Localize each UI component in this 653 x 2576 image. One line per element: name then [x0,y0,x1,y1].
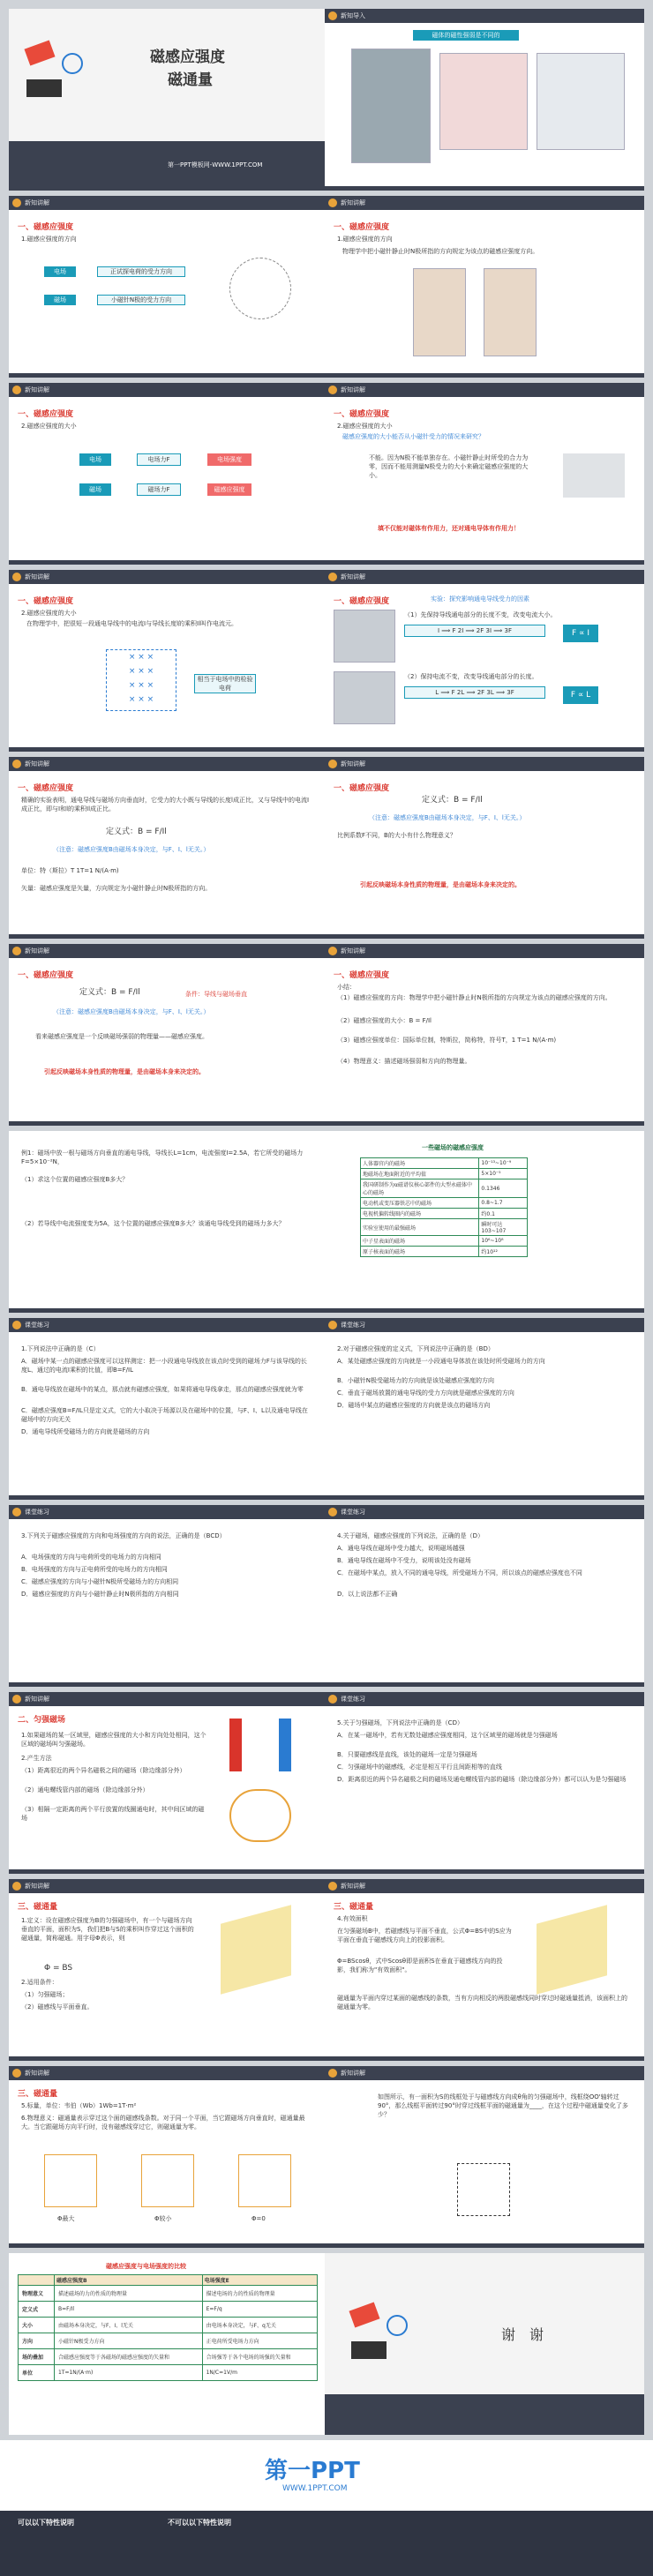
table-cell: 场的叠加 [19,2349,55,2365]
table-row [19,2286,318,2302]
practice-question: 3.下列关于磁感应强度的方向和电场强度的方向的说法，正确的是（BCD） [21,1532,226,1539]
current-element-text: 在物理学中，把很短一段通电导线中的电流I与导线长度l的乘积Il叫作电流元。 [26,620,238,627]
definition-formula: 定义式：B = F/Il [106,827,167,836]
slide-current-element: 新知讲解 一、磁感应强度 2.磁感应强度的大小 在物理学中，把很短一段通电导线中的电流I与导线长度l的乘积Il叫作电流元。 × × × × × × × × × × × × 相当于电场中的检验电荷 [9,570,328,752]
option-c: C．垂直于磁场放置的通电导线的受力方向就是磁感应强度的方向 [337,1389,514,1397]
summary-4: （4）物理意义：描述磁场强弱和方向的物理量。 [337,1058,471,1065]
magnetic-force-box: 磁场力F [137,483,181,496]
slide-practice-2: 课堂练习 2.对于磁感应强度的定义式，下列说法中正确的是（BD） A．某处磁感应强度的方向就是一小段通电导体放在该处时所受磁场力的方向 B．小磁针N极受磁场力的方向就是该处磁感应强度的方向 C．垂直于磁场放置的通电导线的受力方向就是磁感应强度的方向 D．磁场中某点的磁感应强度的方向就是该点的磁场方向 [325,1318,644,1500]
definition-formula: 定义式：B = F/Il [422,796,483,805]
slide-definition-2: 新知讲解 一、磁感应强度 定义式：B = F/Il （注意：磁感应强度B由磁场本身决定，与F、I、l无关。） 比例系数F不同，B的大小有什么物理意义？ 引起反映磁场本身性质的物理量，是由磁场本身来决定的。 [325,757,644,939]
electric-strength-box: 电场强度 [207,453,251,466]
conclusion: 填不仅能对磁体有作用力，还对通电导体有作用力！ [378,525,520,532]
option-b: B．通电导线在磁场中不受力，说明该处没有磁场 [337,1557,471,1564]
header-cell [19,2275,55,2286]
slide-practice-4: 课堂练习 4.关于磁场，磁感应强度的下列说法，正确的是（D） A．通电导线在磁场中受力越大，说明磁场越强 B．通电导线在磁场中不受力，说明该处没有磁场 C．在磁场中某点，放入不同的通电导线，所受磁场力不同，所以该点的磁感应强度也不同 D．以上说法都不正确 [325,1505,644,1687]
table-cell: 单位 [19,2365,55,2381]
section-heading: 一、磁感应强度 [334,971,390,980]
slide-magnitude-1: 新知讲解 一、磁感应强度 2.磁感应强度的大小 电场 电场力F 电场强度 磁场 磁场力F 磁感应强度 [9,383,328,565]
slide-uniform-field: 新知讲解 二、匀强磁场 1.如果磁场的某一区域里，磁感应强度的大小和方向处处相同，这个区域的磁场叫匀强磁场。 2.产生方法 （1）距离很近的两个异名磁极之间的磁场（除边缘部分外） （2）通电螺线管内部的磁场（除边缘部分外） （3）相隔一定距离的两个平行放置的线圈通电时，其中间区域的磁场 [9,1692,328,1874]
slide-summary: 新知讲解 一、磁感应强度 小结： （1）磁感应强度的方向：物理学中把小磁针静止时N极所指的方向规定为该点的磁感应强度的方向。 （2）磁感应强度的大小：B = F/Il （3）磁感应强度单位：国际单位制，特斯拉，简称特，符号T，1 T=1 N/(A·m) （4）物理意义：描述磁场强弱和方向的物理量。 [325,944,644,1126]
table-cell: 描述磁场的力的性质的物理量 [54,2286,202,2302]
comparison-table [18,2274,318,2381]
option-a: A．通电导线在磁场中受力越大，说明磁场越强 [337,1545,465,1552]
subheading: 1.磁感应强度的方向 [21,236,77,243]
flux-formula: Φ = BS [44,1964,73,1973]
method-1: （1）距离很近的两个异名磁极之间的磁场（除边缘部分外） [21,1767,186,1774]
slide-flux-units: 新知讲解 三、磁通量 5.标量，单位：韦伯（Wb）1Wb=1T·m² 6.物理意义：磁通量表示穿过这个面的磁感线条数。对于同一个平面，当它跟磁场方向垂直时，磁通量最大。当它跟磁场方向平行时，没有磁感线穿过它，则磁通量为零。 Φ最大 Φ较小 Φ=0 [9,2066,328,2248]
field-values-table [360,1157,528,1257]
table-cell: 正电荷所受电场力方向 [202,2333,317,2349]
option-a: A．在某一磁场中，若有无数处磁感应强度相同，这个区域里的磁场就是匀强磁场 [337,1732,558,1739]
option-d: D．以上说法都不正确 [337,1591,398,1598]
table-cell: 1T=1N/(A·m) [54,2365,202,2381]
solenoid-diagram [229,1789,291,1842]
analogy-label: 相当于电场中的检验电荷 [194,674,256,693]
section-heading: 一、磁感应强度 [18,784,74,793]
unit-line: 5.标量，单位：韦伯（Wb）1Wb=1T·m² [21,2102,137,2109]
summary-2: （2）磁感应强度的大小：B = F/Il [337,1017,432,1024]
flux-example-text: 如图所示，有一面积为S的线框处于与磁感线方向成θ角的匀强磁场中，线框绕OO'轴转过90°，那么线框平面转过90°时穿过线框平面的磁通量为____，在这个过程中磁通量变化了多少？ [378,2093,628,2118]
experiment-photo-1 [334,610,395,663]
option-b: B．只要磁感线是直线，该处的磁场一定是匀强磁场 [337,1751,477,1758]
summary-text: 看来磁感应强度是一个反映磁场强弱的物理量——磁感应强度。 [35,1033,208,1040]
flux-definition: 1.定义：设在磁感应强度为B的匀强磁场中，有一个与磁场方向垂直的平面，面积为S，我们把B与S的乘积叫作穿过这个面积的磁通量，简称磁通。用字母Φ表示，则 [21,1917,194,1942]
table-header-row [19,2275,318,2286]
header-cell: 电场强度E [202,2275,317,2286]
option-b: B．通电导线放在磁场中的某点，那点就有磁感应强度，如果将通电导线拿走，那点的磁感应强度就为零 [21,1386,304,1393]
table-row [361,1236,528,1247]
intro-headline: 磁体的磁性强弱是不同的 [413,30,519,41]
effective-area-text: 在匀强磁场B中，若磁感线与平面不垂直，公式Φ=BS中的S应为平面在垂直于磁感线方向上的投影面积。 [337,1928,512,1943]
field-lines-photo-1 [413,268,466,356]
field-value-cell: 0.8~1.7 [479,1198,528,1209]
rotating-frame-diagram [457,2163,510,2216]
conclusion: 引起反映磁场本身性质的物理量，是由磁场本身来决定的。 [360,881,521,888]
section-heading: 一、磁感应强度 [334,597,390,606]
option-d: D．通电导线所受磁场力的方向就是磁场的方向 [21,1428,150,1435]
option-b: B．电场强度的方向与正电荷所受的电场力的方向相同 [21,1566,168,1573]
slide-direction-2: 新知讲解 一、磁感应强度 1.磁感应强度的方向 物理学中把小磁针静止时N极所指的方向规定为该点的磁感应强度方向。 [325,196,644,378]
slide-magnitude-2: 新知讲解 一、磁感应强度 2.磁感应强度的大小 磁感应强度的大小能否从小磁针受力的情况来研究？ 不能。因为N极不能单独存在。小磁针静止时所受的合力为零，因而不能用测量N极受力的大小来确定磁感应强度的大小。 填不仅能对磁体有作用力，还对通电导体有作用力！ [325,383,644,565]
table-row [361,1209,528,1219]
section-heading: 一、磁感应强度 [18,410,74,419]
table-title: 一些磁场的磁感应强度 [422,1144,484,1151]
field-name-cell: 中子星表面的磁场 [361,1236,479,1247]
option-c: C．在磁场中某点，放入不同的通电导线，所受磁场力不同，所以该点的磁感应强度也不同 [337,1569,582,1576]
field-value-cell: 约10¹² [479,1247,528,1257]
slide-example [9,1131,328,1313]
atom-icon [62,53,83,74]
slide-direction-1: 新知讲解 一、磁感应强度 1.磁感应强度的方向 电场 正试探电荷的受力方向 磁场 小磁针N极的受力方向 [9,196,328,378]
slide-flux-definition: 新知讲解 三、磁通量 1.定义：设在磁感应强度为B的匀强磁场中，有一个与磁场方向垂直的平面，面积为S，我们把B与S的乘积叫作穿过这个面积的磁通量，简称磁通。用字母Φ表示，则 Φ = BS 2.适用条件： （1）匀强磁场； （2）磁感线与平面垂直。 [9,1879,328,2061]
subheading: 2.磁感应强度的大小 [337,423,393,430]
ad-footer [0,2440,653,2576]
uniform-definition: 1.如果磁场的某一区域里，磁感应强度的大小和方向处处相同，这个区域的磁场叫匀强磁场。 [21,1732,206,1748]
section-heading: 三、磁通量 [18,2090,58,2099]
subheading: 2.磁感应强度的大小 [21,423,77,430]
vector-line: 矢量：磁感应强度是矢量，方向规定为小磁针静止时N极所指的方向。 [21,885,212,892]
slide-definition: 新知讲解 一、磁感应强度 精确的实验表明，通电导线与磁场方向垂直时，它受力的大小既与导线的长度l成正比，又与导线中的电流I成正比，即与I和l的乘积Il成正比。 定义式：B = F/Il （注意：磁感应强度B由磁场本身决定，与F、I、l无关。） 单位：特（斯拉）T 1T=1 N/(A·m) 矢量：磁感应强度是矢量，方向规定为小磁针静止时N极所指的方向。 [9,757,328,939]
ad-col-2: 不可以以下特性说明 [168,2519,231,2527]
table-cell: 小磁针N极受力方向 [54,2333,202,2349]
section-heading: 一、磁感应强度 [18,971,74,980]
result-2: L ⟹ F 2L ⟹ 2F 3L ⟹ 3F [404,686,545,699]
table-row [19,2365,318,2381]
table-cell: 合场强等于各个电场的场强的矢量和 [202,2349,317,2365]
caption-zero: Φ=0 [251,2215,266,2222]
option-c: C．磁感应强度B=F/IL只是定义式，它的大小取决于场源以及在磁场中的位置，与F、I、L以及通电导线在磁场中的方向无关 [21,1407,308,1423]
table-cell: 定义式 [19,2302,55,2318]
electric-direction-box: 正试探电荷的受力方向 [97,266,185,277]
horseshoe-magnet-photo [439,53,528,150]
section-heading: 一、磁感应强度 [334,223,390,232]
method-2: （2）通电螺线管内部的磁场（除边缘部分外） [21,1786,149,1793]
thanks-text: 谢 谢 [501,2326,544,2343]
table-row [361,1198,528,1209]
method-3: （3）相隔一定距离的两个平行放置的线圈通电时，其中间区域的磁场 [21,1806,205,1822]
slide-field-values [325,1131,644,1313]
atom-icon [387,2315,408,2336]
table-row [19,2349,318,2365]
flux-max-diagram [44,2154,97,2207]
subheading: 2.磁感应强度的大小 [21,610,77,617]
electric-force-box: 电场力F [137,453,181,466]
practice-question: 4.关于磁场，磁感应强度的下列说法，正确的是（D） [337,1532,484,1539]
proportional-2: F ∝ L [563,686,598,704]
slide-practice-5: 课堂练习 5.关于匀强磁场，下列说法中正确的是（CD） A．在某一磁场中，若有无数处磁感应强度相同，这个区域里的磁场就是匀强磁场 B．只要磁感线是直线，该处的磁场一定是匀强磁场 C．匀强磁场中的磁感线，必定是相互平行且间距相等的直线 D．距离很近的两个异名磁极之间的磁场及通电螺线管内部的磁场（除边缘部分外）都可以认为是匀强磁场 [325,1692,644,1874]
slide-comparison [9,2253,328,2435]
option-b: B．小磁针N极受磁场力的方向就是该处磁感应强度的方向 [337,1377,495,1384]
condition-label: 2.适用条件： [21,1979,58,1986]
section-heading: 三、磁通量 [18,1903,58,1912]
cover-site: 第一PPT模板网-WWW.1PPT.COM [168,161,263,168]
slide-definition-3: 新知讲解 一、磁感应强度 定义式：B = F/Il 条件：导线与磁场垂直 （注意：磁感应强度B由磁场本身决定，与F、I、l无关。） 看来磁感应强度是一个反映磁场强弱的物理量——磁感应强度。 引起反映磁场本身性质的物理量，是由磁场本身来决定的。 [9,944,328,1126]
practice-question: 2.对于磁感应强度的定义式，下列说法中正确的是（BD） [337,1345,494,1352]
effective-area-label: 4.有效面积 [337,1915,368,1922]
direction-definition: 物理学中把小磁针静止时N极所指的方向规定为该点的磁感应强度方向。 [342,248,539,255]
table-row [361,1219,528,1236]
slide-practice-1: 课堂练习 1.下列说法中正确的是（C） A．磁场中某一点的磁感应强度可以这样测定：把一小段通电导线放在该点时受到的磁场力F与该导线的长度L、通过的电流I乘积的比值，即B=F/IL B．通电导线放在磁场中的某点，那点就有磁感应强度，如果将通电导线拿走，那点的磁感应强度就为零 C．磁感应强度B=F/IL只是定义式，它的大小取决于场源以及在磁场中的位置，与F、I、L以及通电导线在磁场中的方向无关 D．通电导线所受磁场力的方向就是磁场的方向 [9,1318,328,1500]
table-row [361,1158,528,1169]
definition-formula: 定义式：B = F/Il [79,988,140,997]
field-value-cell: 瞬时可达103~107 [479,1219,528,1236]
option-d: D．磁场中某点的磁感应强度的方向就是该点的磁场方向 [337,1402,491,1409]
field-value-cell: 0.1346 [479,1179,528,1198]
table-cell: 由电场本身决定，与F、q无关 [202,2318,317,2333]
table-cell: 由磁场本身决定，与F、I、l无关 [54,2318,202,2333]
field-name-cell: 人体器官内的磁场 [361,1158,479,1169]
table-cell: 物理意义 [19,2286,55,2302]
plane-diagram [221,1905,291,1994]
option-a: A．某处磁感应强度的方向就是一小段通电导体放在该处时所受磁场力的方向 [337,1358,545,1365]
condition: 条件：导线与磁场垂直 [185,991,247,998]
book-icon [351,2341,387,2359]
practice-question: 1.下列说法中正确的是（C） [21,1345,100,1352]
tilted-plane-diagram [537,1905,607,1994]
field-value-cell: 10⁻¹³~10⁻⁹ [479,1158,528,1169]
field-name-cell: 电视机偏转线圈内的磁场 [361,1209,479,1219]
brand-url: WWW.1PPT.COM [282,2484,348,2493]
option-a: A．电场强度的方向与电荷所受的电场力的方向相同 [21,1554,161,1561]
slide-experiment: 新知讲解 一、磁感应强度 实验：探究影响通电导线受力的因素 （1）先保持导线通电部分的长度不变，改变电流大小。 I ⟹ F 2I ⟹ 2F 3I ⟹ 3F F ∝ I （2）保持电流不变，改变导线通电部分的长度。 L ⟹ F 2L ⟹ 2F 3L ⟹ 3F F ∝ L [325,570,644,752]
definition-note: （注意：磁感应强度B由磁场本身决定，与F、I、l无关。） [369,814,526,821]
section-heading: 一、磁感应强度 [334,410,390,419]
field-name-cell: 原子核表面的磁场 [361,1247,479,1257]
section-heading: 一、磁感应强度 [18,223,74,232]
table-cell: 大小 [19,2318,55,2333]
question: 磁感应强度的大小能否从小磁针受力的情况来研究？ [342,433,484,440]
header-cell: 磁感应强度B [54,2275,202,2286]
table-row [361,1247,528,1257]
slide-flux-example: 新知讲解 如图所示，有一面积为S的线框处于与磁感线方向成θ角的匀强磁场中，线框绕OO'轴转过90°，那么线框平面转过90°时穿过线框平面的磁通量为____，在这个过程中磁通量变化了多少？ [325,2066,644,2248]
magnetic-field-box: 磁场 [79,483,111,496]
question: 比例系数F不同，B的大小有什么物理意义？ [337,832,456,839]
experiment-photo-2 [334,671,395,724]
table-row [19,2333,318,2349]
table-row [361,1169,528,1179]
electric-field-box: 电场 [79,453,111,466]
result-1: I ⟹ F 2I ⟹ 2F 3I ⟹ 3F [404,625,545,637]
summary-3: （3）磁感应强度单位：国际单位制，特斯拉，简称特，符号T，1 T=1 N/(A·m) [337,1037,557,1044]
effective-area-formula: Φ=BScosθ，式中Scosθ即是面积S在垂直于磁感线方向的投影，我们称为"有效面积"。 [337,1958,503,1973]
field-cross-diagram: × × × × × × × × × × × × [106,649,176,711]
section-heading: 二、匀强磁场 [18,1716,66,1725]
condition-2: （2）磁感线与平面垂直。 [21,2003,94,2011]
option-d: D．磁感应强度的方向与小磁针静止时N极所指的方向相同 [21,1591,179,1598]
cover-subtitle: 磁通量 [168,71,213,89]
summary-label: 小结： [337,984,356,991]
experiment-step-2: （2）保持电流不变，改变导线通电部分的长度。 [404,673,538,680]
field-name-cell: 我国研制作为α磁谱仪核心部件的大型永磁体中心的磁场 [361,1179,479,1198]
table-cell: 方向 [19,2333,55,2349]
flux-cancel-note: 磁通量为平面内穿过某面的磁感线的条数，当有方向相反的两股磁感线同时穿过时磁通量抵消，该面积上的磁通量为零。 [337,1995,627,2011]
book-icon [26,79,62,97]
table-cell: 1N/C=1V/m [202,2365,317,2381]
field-name-cell: 电动机或变压器铁芯中的磁场 [361,1198,479,1209]
example-question: 例1：磁场中放一根与磁场方向垂直的通电导线，导线长L=1cm，电流强度I=2.5A，若它所受的磁场力F=5×10⁻²N， [21,1149,304,1165]
definition-note: （注意：磁感应强度B由磁场本身决定，与F、I、l无关。） [53,846,210,853]
option-d: D．距离很近的两个异名磁极之间的磁场及通电螺线管内部的磁场（除边缘部分外）都可以认为是匀强磁场 [337,1776,627,1783]
summary-1: （1）磁感应强度的方向：物理学中把小磁针静止时N极所指的方向规定为该点的磁感应强度的方向。 [337,994,612,1001]
methods-label: 2.产生方法 [21,1755,52,1762]
example-part-1: （1）求这个位置的磁感应强度B多大？ [21,1176,129,1183]
conclusion: 引起反映磁场本身性质的物理量，是由磁场本身来决定的。 [44,1068,205,1075]
field-value-cell: 5×10⁻⁵ [479,1169,528,1179]
section-heading: 一、磁感应强度 [18,597,74,606]
subheading: 1.磁感应强度的方向 [337,236,393,243]
slide-practice-3: 课堂练习 3.下列关于磁感应强度的方向和电场强度的方向的说法，正确的是（BCD） A．电场强度的方向与电荷所受的电场力的方向相同 B．电场强度的方向与正电荷所受的电场力的方向相同 C．磁感应强度的方向与小磁针N极所受磁场力的方向相同 D．磁感应强度的方向与小磁针静止时N极所指的方向相同 [9,1505,328,1687]
condition-1: （1）匀强磁场； [21,1991,69,1998]
unit-line: 单位：特（斯拉）T 1T=1 N/(A·m) [21,867,119,874]
compass-needle-image [563,453,625,498]
small-magnet-photo [537,53,625,150]
caption-max: Φ最大 [57,2215,75,2222]
bar-label: 新知导入 [341,12,365,19]
field-name-cell: 地磁场在地面附近的平均值 [361,1169,479,1179]
table-title: 磁感应强度与电场强度的比较 [106,2263,186,2270]
experiment-step-1: （1）先保持导线通电部分的长度不变，改变电流大小。 [404,611,557,618]
table-cell: 描述电场的力的性质的物理量 [202,2286,317,2302]
flux-zero-diagram [238,2154,291,2207]
electric-field-box: 电场 [44,266,76,277]
field-lines-photo-2 [484,268,537,356]
ad-col-1: 可以以下特性说明 [18,2519,74,2527]
experiment-title: 实验：探究影响通电导线受力的因素 [431,595,529,603]
field-value-cell: 10⁶~10⁸ [479,1236,528,1247]
example-part-2: （2）若导线中电流强度变为5A，这个位置的磁感应强度B多大？该通电导线受到的磁场力多大？ [21,1220,285,1227]
table-row [19,2318,318,2333]
option-a: A．磁场中某一点的磁感应强度可以这样测定：把一小段通电导线放在该点时受到的磁场力F与该导线的长度L、通过的电流I乘积的比值，即B=F/IL [21,1358,307,1374]
compass-ring-diagram [229,258,291,319]
option-c: C．匀强磁场中的磁感线，必定是相互平行且间距相等的直线 [337,1764,502,1771]
table-cell: 合磁感应强度等于各磁场的磁感应强度的矢量和 [54,2349,202,2365]
table-cell: E=F/q [202,2302,317,2318]
field-name-cell: 实验室使用的最强磁场 [361,1219,479,1236]
magnetic-direction-box: 小磁针N极的受力方向 [97,295,185,305]
experiment-conclusion: 精确的实验表明，通电导线与磁场方向垂直时，它受力的大小既与导线的长度l成正比，又与导线中的电流I成正比，即与I和l的乘积Il成正比。 [21,797,310,812]
slide-effective-area: 新知讲解 三、磁通量 4.有效面积 在匀强磁场B中，若磁感线与平面不垂直，公式Φ=BS中的S应为平面在垂直于磁感线方向上的投影面积。 Φ=BScosθ，式中Scosθ即是面积S在垂直于磁感线方向的投影，我们称为"有效面积"。 磁通量为平面内穿过某面的磁感线的条数，当有方向相反的两股磁感线同时穿过时磁通量抵消，该面积上的磁通量为零。 [325,1879,644,2061]
crane-magnet-photo [351,49,431,163]
practice-question: 5.关于匀强磁场，下列说法中正确的是（CD） [337,1719,463,1726]
magnetic-field-box: 磁场 [44,295,76,305]
answer: 不能。因为N极不能单独存在。小磁针静止时所受的合力为零，因而不能用测量N极受力的大小来确定磁感应强度的大小。 [369,454,529,479]
table-row [19,2302,318,2318]
table-cell: B=F/Il [54,2302,202,2318]
option-c: C．磁感应强度的方向与小磁针N极所受磁场力的方向相同 [21,1578,179,1585]
cover-slide [9,9,328,191]
field-value-cell: 约0.1 [479,1209,528,1219]
caption-small: Φ较小 [154,2215,172,2222]
section-heading: 一、磁感应强度 [334,784,390,793]
table-row [361,1179,528,1198]
physical-meaning: 6.物理意义：磁通量表示穿过这个面的磁感线条数。对于同一个平面，当它跟磁场方向垂直时，磁通量最大。当它跟磁场方向平行时，没有磁感线穿过它，则磁通量为零。 [21,2115,305,2130]
definition-note: （注意：磁感应强度B由磁场本身决定，与F、I、l无关。） [53,1008,210,1015]
cover-title: 磁感应强度 [150,49,225,66]
magnetic-induction-box: 磁感应强度 [207,483,251,496]
brand-logo: 第一PPT [265,2458,360,2484]
flux-small-diagram [141,2154,194,2207]
proportional-1: F ∝ I [563,625,598,642]
magnet-poles-diagram [229,1719,291,1771]
section-heading: 三、磁通量 [334,1903,374,1912]
intro-slide [325,9,644,191]
thanks-slide [325,2253,644,2435]
